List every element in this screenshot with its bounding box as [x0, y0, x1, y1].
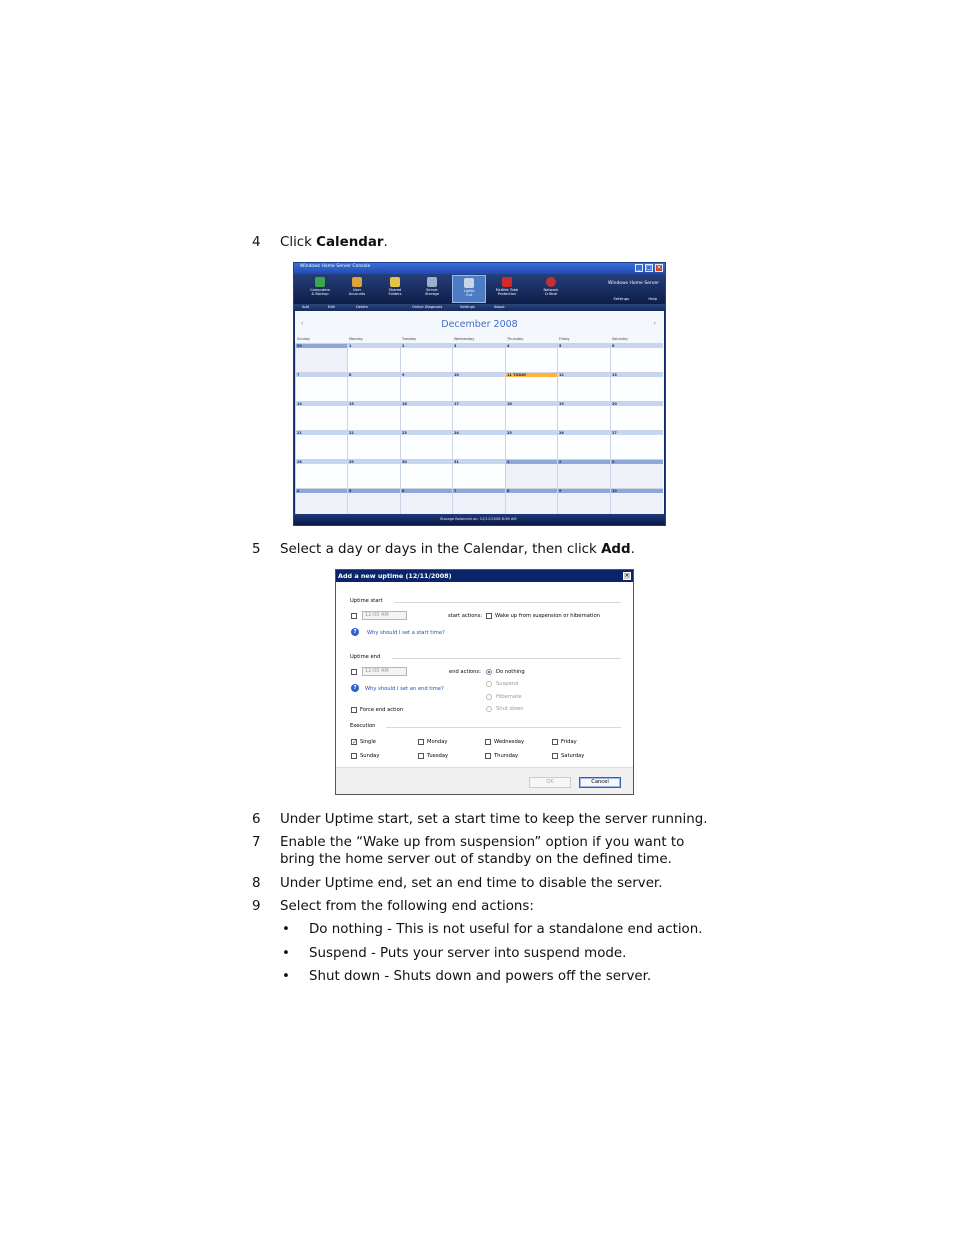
calendar-day-cell[interactable]: [505, 430, 558, 459]
day-number: 10: [612, 489, 617, 493]
step-text-line-2: bring the home server out of standby on the defined time.: [280, 852, 672, 867]
why-start-link[interactable]: Why should I set a start time?: [367, 630, 445, 636]
wake-label: Wake up from suspension or hibernation: [495, 613, 600, 619]
maximize-icon[interactable]: □: [646, 264, 652, 271]
calendar-day-cell[interactable]: [295, 401, 348, 430]
calendar-day-cell[interactable]: [557, 343, 610, 372]
calendar-day-cell[interactable]: [610, 401, 663, 430]
day-number: 7: [454, 489, 457, 493]
day-header-bar: [611, 431, 663, 435]
day-header-bar: [453, 344, 505, 348]
calendar-day-cell[interactable]: [610, 372, 663, 401]
calendar-day-cell[interactable]: [400, 343, 453, 372]
day-header-bar: [296, 431, 348, 435]
calendar-subtoolbar: [294, 304, 665, 311]
tab-lights-out[interactable]: Lights Out: [452, 275, 486, 303]
bullet-text: Suspend - Puts your server into suspend mode.: [309, 946, 627, 961]
bullet-text: Shut down - Shuts down and powers off the server.: [309, 969, 652, 984]
day-header-bar: [611, 489, 663, 493]
weekday-header: Friday: [559, 337, 570, 341]
day-header-bar: [296, 373, 348, 377]
minimize-icon[interactable]: _: [635, 264, 643, 272]
step-text: Click: [280, 235, 317, 250]
day-number: 4: [507, 344, 510, 348]
day-number: 17: [454, 402, 459, 406]
force-end-label: Force end action: [360, 707, 404, 713]
day-header-bar: [453, 402, 505, 406]
step-number: 6: [252, 812, 261, 827]
mcafee-icon: [502, 277, 512, 287]
execution-heading: Execution: [350, 723, 376, 729]
day-number: 10: [454, 373, 459, 377]
do-nothing-label: Do nothing: [496, 669, 525, 675]
calendar-day-cell[interactable]: [400, 372, 453, 401]
calendar-day-cell[interactable]: [347, 488, 400, 517]
day-number: 30: [402, 460, 407, 464]
calendar-day-cell[interactable]: [557, 430, 610, 459]
day-number: 21: [297, 431, 302, 435]
day-header-bar: [296, 489, 348, 493]
console-status-bar: [294, 514, 665, 525]
edit-button[interactable]: Edit: [328, 305, 335, 309]
step-text: Under Uptime start, set a start time to keep the server running.: [280, 812, 708, 827]
day-header-bar: [401, 402, 453, 406]
day-number: 22: [349, 431, 354, 435]
help-icon: ?: [351, 628, 359, 636]
calendar-day-cell[interactable]: [557, 401, 610, 430]
calendar-day-cell[interactable]: [505, 488, 558, 517]
step-bold: Add: [601, 542, 631, 557]
day-header-bar: [506, 344, 558, 348]
day-header-bar: [348, 402, 400, 406]
uptime-end-heading: Uptime end: [350, 654, 381, 660]
step-text-line-1: Enable the “Wake up from suspension” option if you want to: [280, 835, 685, 850]
divider: [394, 602, 621, 603]
month-title: December 2008: [441, 319, 518, 330]
day-header-bar: [611, 373, 663, 377]
shut-down-label: Shut down: [496, 706, 524, 712]
execution-checkbox[interactable]: [485, 753, 491, 759]
day-header-bar: [558, 460, 610, 464]
day-header-bar: [348, 344, 400, 348]
end-time-checkbox[interactable]: [351, 669, 357, 675]
calendar-day-cell[interactable]: [452, 343, 505, 372]
dialog-titlebar: [336, 570, 633, 582]
step-number: 4: [252, 235, 261, 250]
day-header-bar: [296, 344, 348, 348]
day-header-bar: [558, 402, 610, 406]
execution-checkbox[interactable]: [552, 739, 558, 745]
folder-icon: [390, 277, 400, 287]
weekday-header: Thursday: [507, 337, 524, 341]
day-header-bar: [506, 402, 558, 406]
day-number: 6: [402, 489, 405, 493]
dialog-title: Add a new uptime (12/11/2008): [338, 572, 452, 580]
uptime-start-heading: Uptime start: [350, 598, 383, 604]
day-number: 24: [454, 431, 459, 435]
execution-day-label: Monday: [427, 739, 448, 745]
storage-icon: [427, 277, 437, 287]
calendar-day-cell[interactable]: [295, 343, 348, 372]
execution-checkbox[interactable]: [485, 739, 491, 745]
divider: [392, 658, 621, 659]
online-diagnosis-button[interactable]: Online Diagnosis: [412, 305, 443, 309]
execution-checkbox[interactable]: [418, 739, 424, 745]
day-number: 18: [507, 402, 512, 406]
calendar-day-cell[interactable]: [505, 343, 558, 372]
day-header-bar: [506, 489, 558, 493]
add-button[interactable]: Add: [302, 305, 309, 309]
calendar-day-cell[interactable]: [452, 401, 505, 430]
suspend-label: Suspend: [496, 681, 519, 687]
tab-network[interactable]: Network Critical: [534, 275, 568, 303]
day-header-bar: [611, 460, 663, 464]
execution-day-label: Sunday: [360, 753, 380, 759]
day-number: 7: [297, 373, 300, 377]
day-header-bar: [348, 489, 400, 493]
day-number: 25: [507, 431, 512, 435]
day-header-bar: [453, 431, 505, 435]
calendar-day-cell[interactable]: [452, 459, 505, 488]
day-number: 2: [559, 460, 562, 464]
tab-mcafee[interactable]: McAfee Total Protection: [490, 275, 524, 303]
calendar-day-cell[interactable]: [347, 401, 400, 430]
tab-server-storage[interactable]: Server Storage: [415, 275, 449, 303]
calendar-day-cell[interactable]: [347, 343, 400, 372]
execution-day-label: Thursday: [494, 753, 519, 759]
network-critical-icon: [546, 277, 556, 287]
calendar-day-cell[interactable]: [610, 343, 663, 372]
console-title: Windows Home Server Console: [300, 264, 371, 269]
calendar-day-cell[interactable]: [347, 459, 400, 488]
start-time-checkbox[interactable]: [351, 613, 357, 619]
ok-button[interactable]: OK: [529, 777, 571, 788]
calendar-day-cell[interactable]: [610, 459, 663, 488]
weekday-header: Saturday: [612, 337, 628, 341]
calendar-day-cell[interactable]: [452, 488, 505, 517]
start-actions-label: start actions:: [448, 613, 483, 619]
day-number: 31: [454, 460, 459, 464]
why-end-link[interactable]: Why should I set an end time?: [365, 686, 444, 692]
end-time-field[interactable]: 12:00 AM: [362, 667, 407, 676]
day-number: 8: [349, 373, 352, 377]
day-number: 30: [297, 344, 302, 348]
day-header-bar: [611, 402, 663, 406]
execution-day-label: Wednesday: [494, 739, 525, 745]
day-number: 13: [612, 373, 617, 377]
add-uptime-dialog-screenshot: [335, 569, 634, 795]
calendar-day-cell[interactable]: [557, 459, 610, 488]
tab-shared-folders[interactable]: Shared Folders: [378, 275, 412, 303]
force-end-checkbox[interactable]: [351, 707, 357, 713]
bullet-text: Do nothing - This is not useful for a standalone end action.: [309, 922, 703, 937]
wake-checkbox[interactable]: [486, 613, 492, 619]
calendar-day-cell[interactable]: [347, 430, 400, 459]
calendar-day-cell[interactable]: [400, 459, 453, 488]
day-header-bar: [558, 489, 610, 493]
end-actions-label: end actions:: [449, 669, 481, 675]
console-titlebar: [294, 263, 665, 274]
day-number: 4: [297, 489, 300, 493]
close-icon[interactable]: ×: [656, 264, 662, 271]
divider: [386, 727, 621, 728]
day-header-bar: [453, 460, 505, 464]
step-bold: Calendar: [316, 235, 384, 250]
weekday-header: Wednesday: [454, 337, 475, 341]
day-number: 26: [559, 431, 564, 435]
day-number: 20: [612, 402, 617, 406]
calendar-day-cell[interactable]: [610, 430, 663, 459]
step-text-end: .: [630, 542, 635, 557]
day-header-bar: [296, 460, 348, 464]
day-number: 16: [402, 402, 407, 406]
execution-day-label: Saturday: [561, 753, 585, 759]
execution-checkbox[interactable]: ✓: [352, 739, 358, 746]
day-number: 9: [559, 489, 562, 493]
status-text: Storage Balanced on: 12/11/2008 8:56 AM: [440, 517, 517, 521]
calendar-day-cell[interactable]: [400, 488, 453, 517]
calendar-day-cell[interactable]: [400, 401, 453, 430]
execution-day-label: Friday: [561, 739, 577, 745]
prev-month-icon[interactable]: ‹: [301, 320, 304, 327]
step-number: 5: [252, 542, 261, 557]
start-time-field[interactable]: 12:00 AM: [362, 611, 407, 620]
tab-user-accounts[interactable]: User Accounts: [340, 275, 374, 303]
calendar-day-cell[interactable]: [347, 372, 400, 401]
execution-day-label: Single: [360, 739, 376, 745]
execution-day-label: Tuesday: [427, 753, 449, 759]
day-number: 14: [297, 402, 302, 406]
day-number: 1: [507, 460, 510, 464]
step-text: Select from the following end actions:: [280, 899, 534, 914]
weekday-header: Tuesday: [402, 337, 417, 341]
calendar-day-cell[interactable]: [452, 430, 505, 459]
day-header-bar: [401, 489, 453, 493]
radio-hibernate[interactable]: [486, 694, 492, 700]
day-header-bar: [453, 489, 505, 493]
calendar-day-cell[interactable]: [505, 459, 558, 488]
calendar-day-cell[interactable]: [557, 372, 610, 401]
day-number: 19: [559, 402, 564, 406]
hibernate-label: Hibernate: [496, 694, 522, 700]
day-number: 15: [349, 402, 354, 406]
calendar-day-cell[interactable]: [505, 401, 558, 430]
day-number: 28: [297, 460, 302, 464]
day-header-bar: [401, 344, 453, 348]
step-number: 7: [252, 835, 261, 850]
cancel-button[interactable]: Cancel: [579, 777, 621, 788]
calendar-day-cell[interactable]: [295, 459, 348, 488]
day-number: 3: [454, 344, 457, 348]
close-icon[interactable]: ×: [624, 572, 630, 579]
execution-checkbox[interactable]: [552, 753, 558, 759]
day-header-bar: [348, 373, 400, 377]
settings-link[interactable]: Settings: [613, 296, 629, 301]
step-text: Select a day or days in the Calendar, then click: [280, 542, 602, 557]
day-number: 8: [507, 489, 510, 493]
step-text: Under Uptime end, set an end time to disable the server.: [280, 876, 663, 891]
day-header-bar: [558, 431, 610, 435]
day-number: 9: [402, 373, 405, 377]
day-number: 29: [349, 460, 354, 464]
execution-checkbox[interactable]: [351, 753, 357, 759]
day-number: 23: [402, 431, 407, 435]
step-number: 8: [252, 876, 261, 891]
next-month-icon[interactable]: ›: [653, 320, 656, 327]
day-number: 5: [559, 344, 562, 348]
day-header-bar: [453, 373, 505, 377]
radio-do-nothing[interactable]: [486, 669, 492, 675]
day-header-bar: [348, 431, 400, 435]
day-header-bar: [296, 402, 348, 406]
day-number: 3: [612, 460, 615, 464]
day-header-bar: [558, 373, 610, 377]
users-icon: [352, 277, 362, 287]
calendar-day-cell[interactable]: [400, 430, 453, 459]
calendar-day-cell[interactable]: [610, 488, 663, 517]
day-number: 6: [612, 344, 615, 348]
step-text-end: .: [383, 235, 388, 250]
day-number: 12: [559, 373, 564, 377]
day-number: 1: [349, 344, 352, 348]
settings-button[interactable]: Settings: [460, 305, 475, 309]
day-header-bar: [401, 460, 453, 464]
console-toolbar: [294, 274, 665, 304]
day-header-bar: [611, 344, 663, 348]
calendar-day-cell[interactable]: [295, 372, 348, 401]
day-header-bar: [401, 373, 453, 377]
calendar-day-cell[interactable]: [505, 372, 558, 401]
home-server-console-screenshot: [293, 262, 666, 526]
execution-checkbox[interactable]: [418, 753, 424, 759]
calendar-day-cell[interactable]: [452, 372, 505, 401]
help-link[interactable]: Help: [648, 296, 657, 301]
weekday-header: Sunday: [297, 337, 311, 341]
lights-out-icon: [464, 278, 474, 288]
help-icon: ?: [351, 684, 359, 692]
calendar-day-cell[interactable]: [295, 488, 348, 517]
day-header-bar: [506, 431, 558, 435]
calendar-day-cell[interactable]: [295, 430, 348, 459]
day-header-bar: [401, 431, 453, 435]
day-header-bar: [558, 344, 610, 348]
computers-icon: [315, 277, 325, 287]
day-header-bar: [506, 460, 558, 464]
day-number: 5: [349, 489, 352, 493]
about-button[interactable]: About: [494, 305, 505, 309]
day-number: 27: [612, 431, 617, 435]
radio-suspend[interactable]: [486, 681, 492, 687]
calendar-day-cell[interactable]: [557, 488, 610, 517]
weekday-header: Monday: [349, 337, 363, 341]
step-number: 9: [252, 899, 261, 914]
calendar-view: [295, 311, 664, 514]
day-number: 11 TODAY: [507, 373, 527, 377]
day-header-bar: [348, 460, 400, 464]
day-number: 2: [402, 344, 405, 348]
delete-button[interactable]: Delete: [356, 305, 368, 309]
brand-label: Windows Home Server: [608, 281, 659, 286]
radio-shut-down[interactable]: [486, 706, 492, 712]
tab-computers-backup[interactable]: Computers & Backup: [303, 275, 337, 303]
